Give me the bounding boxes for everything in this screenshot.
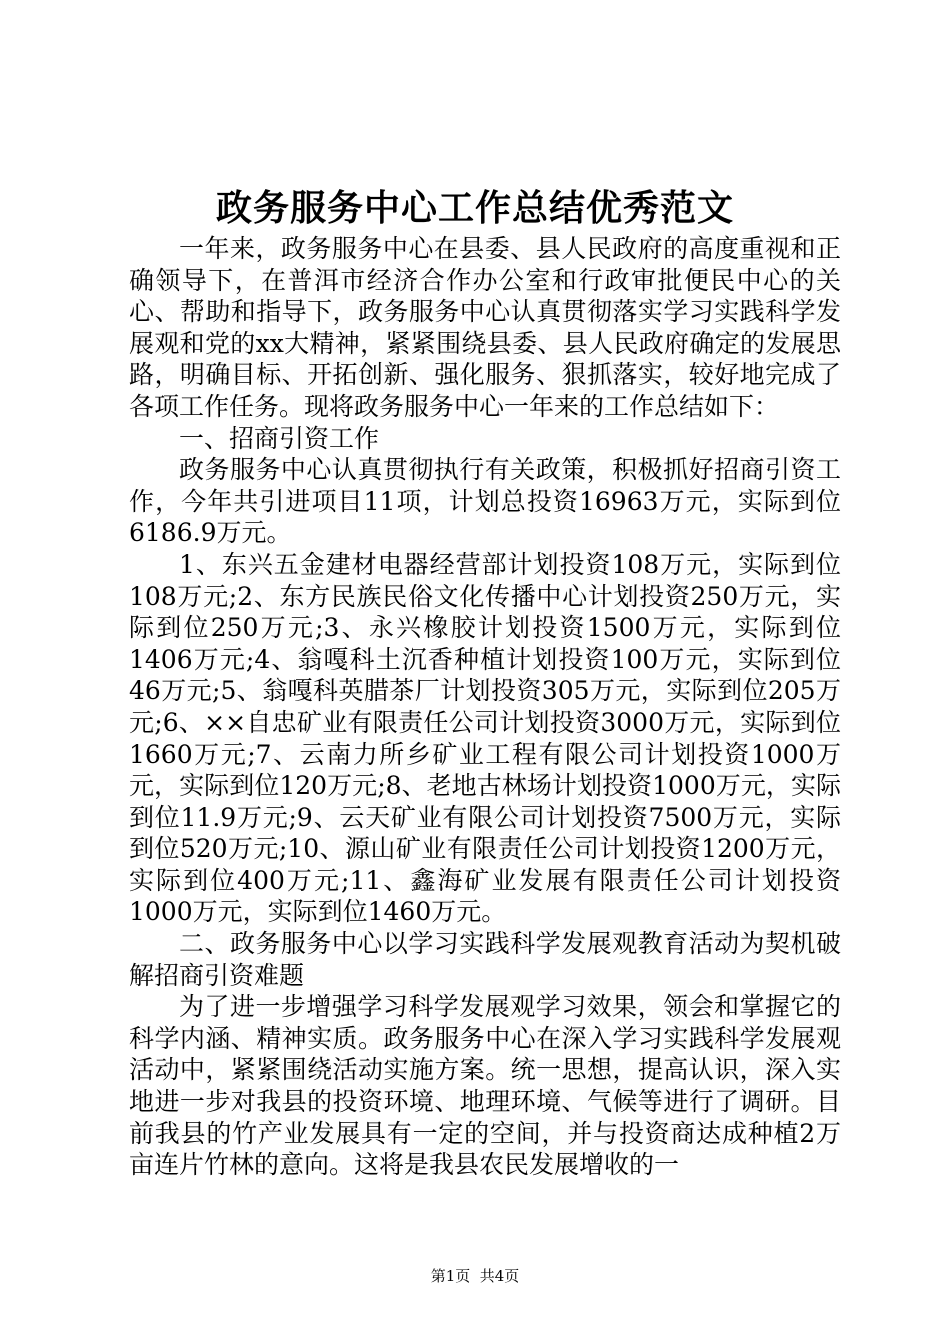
study-paragraph: 为了进一步增强学习科学发展观学习效果，领会和掌握它的科学内涵、精神实质。政务服务中心在深入学习实践科学发展观活动中，紧紧围绕活动实施方案。统一思想，提高认识，深入实地进一步对我县的投资环境、地理环境、气候等进行了调研。目前我县的竹产业发展具有一定的空间，并与投资商达成种植2万亩连片竹林的意向。这将是我县农民发展增收的一 <box>129 992 841 1180</box>
page-footer <box>0 1266 950 1286</box>
page-number: 第1页 共4页 <box>430 1267 520 1285</box>
document-title: 政务服务中心工作总结优秀范文 <box>215 187 734 229</box>
section-heading-study: 二、政务服务中心以学习实践科学发展观教育活动为契机破解招商引资难题 <box>129 929 841 990</box>
project-list-paragraph: 1、东兴五金建材电器经营部计划投资108万元，实际到位108万元;2、东方民族民俗文化传播中心计划投资250万元，实际到位250万元;3、永兴橡胶计划投资1500万元，实际到位1406万元;4、翁嘎科土沉香种植计划投资100万元，实际到位46万元;5、翁嘎科英腊茶厂计划投资305万元，实际到位205万元;6、××自忠矿业有限责任公司计划投资3000万元，实际到位1660万元;7、云南力所乡矿业工程有限公司计划投资1000万元，实际到位120万元;8、老地古林场计划投资1000万元，实际到位11.9万元;9、云天矿业有限公司计划投资7500万元，实际到位520万元;10、源山矿业有限责任公司计划投资1200万元，实际到位400万元;11、鑫海矿业发展有限责任公司计划投资1000万元，实际到位1460万元。 <box>129 549 841 927</box>
document-body <box>129 233 841 1181</box>
section-heading-investment: 一、招商引资工作 <box>179 423 380 453</box>
intro-paragraph: 一年来，政务服务中心在县委、县人民政府的高度重视和正确领导下，在普洱市经济合作办公室和行政审批便民中心的关心、帮助和指导下，政务服务中心认真贯彻落实学习实践科学发展观和党的xx大精神，紧紧围绕县委、县人民政府确定的发展思路，明确目标、开拓创新、强化服务、狠抓落实，较好地完成了各项工作任务。现将政务服务中心一年来的工作总结如下： <box>129 234 841 421</box>
investment-summary-paragraph: 政务服务中心认真贯彻执行有关政策，积极抓好招商引资工作，今年共引进项目11项，计划总投资16963万元，实际到位6186.9万元。 <box>129 455 841 548</box>
